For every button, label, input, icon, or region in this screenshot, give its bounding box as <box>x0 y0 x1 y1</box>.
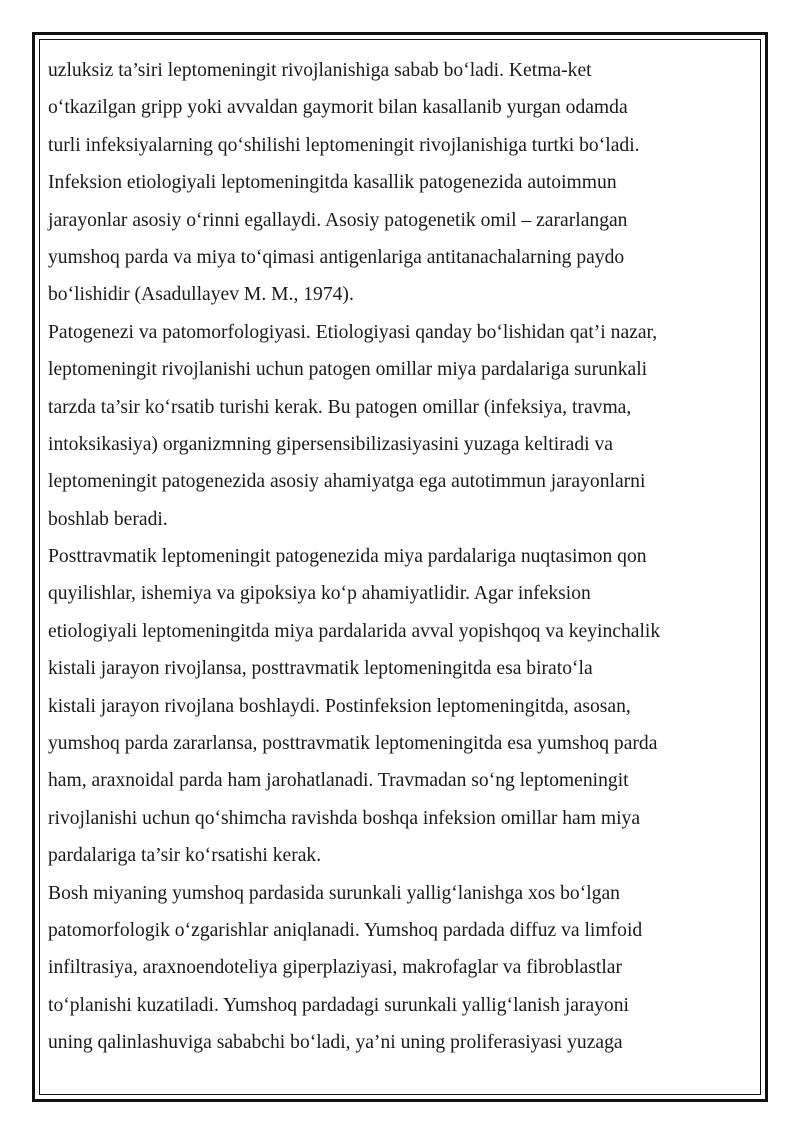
text-line: Posttravmatik leptomeningit patogenezida miya pardalariga nuqtasimon qon <box>48 546 647 568</box>
text-line: Bosh miyaning yumshoq pardasida surunkali yallig‘lanishga xos bo‘lgan <box>48 882 620 904</box>
text-line: uzluksiz ta’siri leptomeningit rivojlanishiga sabab bo‘ladi. Ketma-ket <box>48 60 592 81</box>
text-line: quyilishlar, ishemiya va gipoksiya ko‘p ahamiyatlidir. Agar infeksion <box>48 583 591 605</box>
text-line: uning qalinlashuviga sababchi bo‘ladi, ya’ni uning proliferasiyasi yuzaga <box>48 1032 623 1054</box>
text-line: intoksikasiya) organizmning gipersensibilizasiyasini yuzaga keltiradi va <box>48 433 613 455</box>
text-line: patomorfologik o‘zgarishlar aniqlanadi. Yumshoq pardada diffuz va limfoid <box>48 919 643 941</box>
text-line: infiltrasiya, araxnoendoteliya giperplaziyasi, makrofaglar va fibroblastlar <box>48 957 622 979</box>
text-line: turli infeksiyalarning qo‘shilishi leptomeningit rivojlanishiga turtki bo‘ladi. <box>48 134 640 156</box>
text-line: to‘planishi kuzatiladi. Yumshoq pardadagi surunkali yallig‘lanish jarayoni <box>48 994 629 1016</box>
text-line: o‘tkazilgan gripp yoki avvaldan gaymorit bilan kasallanib yurgan odamda <box>48 97 628 119</box>
text-line: tarzda ta’sir ko‘rsatib turishi kerak. Bu patogen omillar (infeksiya, travma, <box>48 396 632 418</box>
text-line: pardalariga ta’sir ko‘rsatishi kerak. <box>48 845 322 867</box>
document-body <box>48 52 748 1062</box>
text-line: kistali jarayon rivojlansa, posttravmatik leptomeningitda esa birato‘la <box>48 658 593 680</box>
text-line: kistali jarayon rivojlana boshlaydi. Postinfeksion leptomeningitda, asosan, <box>48 695 631 717</box>
text-line: yumshoq parda va miya to‘qimasi antigenlariga antitanachalarning paydo <box>48 246 625 268</box>
text-line: leptomeningit patogenezida asosiy ahamiyatga ega autotimmun jarayonlarni <box>48 471 646 493</box>
text-line: jarayonlar asosiy o‘rinni egallaydi. Asosiy patogenetik omil – zararlangan <box>48 209 628 231</box>
text-line: bo‘lishidir (Asadullayev M. M., 1974). <box>48 284 354 306</box>
text-line: Patogenezi va patomorfologiyasi. Etiologiyasi qanday bo‘lishidan qat’i nazar, <box>48 321 658 343</box>
text-line: etiologiyali leptomeningitda miya pardalarida avval yopishqoq va keyinchalik <box>48 620 661 642</box>
text-line: ham, araxnoidal parda ham jarohatlanadi. Travmadan so‘ng leptomeningit <box>48 770 629 792</box>
text-line: yumshoq parda zararlansa, posttravmatik leptomeningitda esa yumshoq parda <box>48 733 658 755</box>
text-line: rivojlanishi uchun qo‘shimcha ravishda boshqa infeksion omillar ham miya <box>48 807 641 829</box>
text-line: boshlab beradi. <box>48 508 168 530</box>
text-line: leptomeningit rivojlanishi uchun patogen omillar miya pardalariga surunkali <box>48 359 648 381</box>
text-line: Infeksion etiologiyali leptomeningitda kasallik patogenezida autoimmun <box>48 172 617 194</box>
